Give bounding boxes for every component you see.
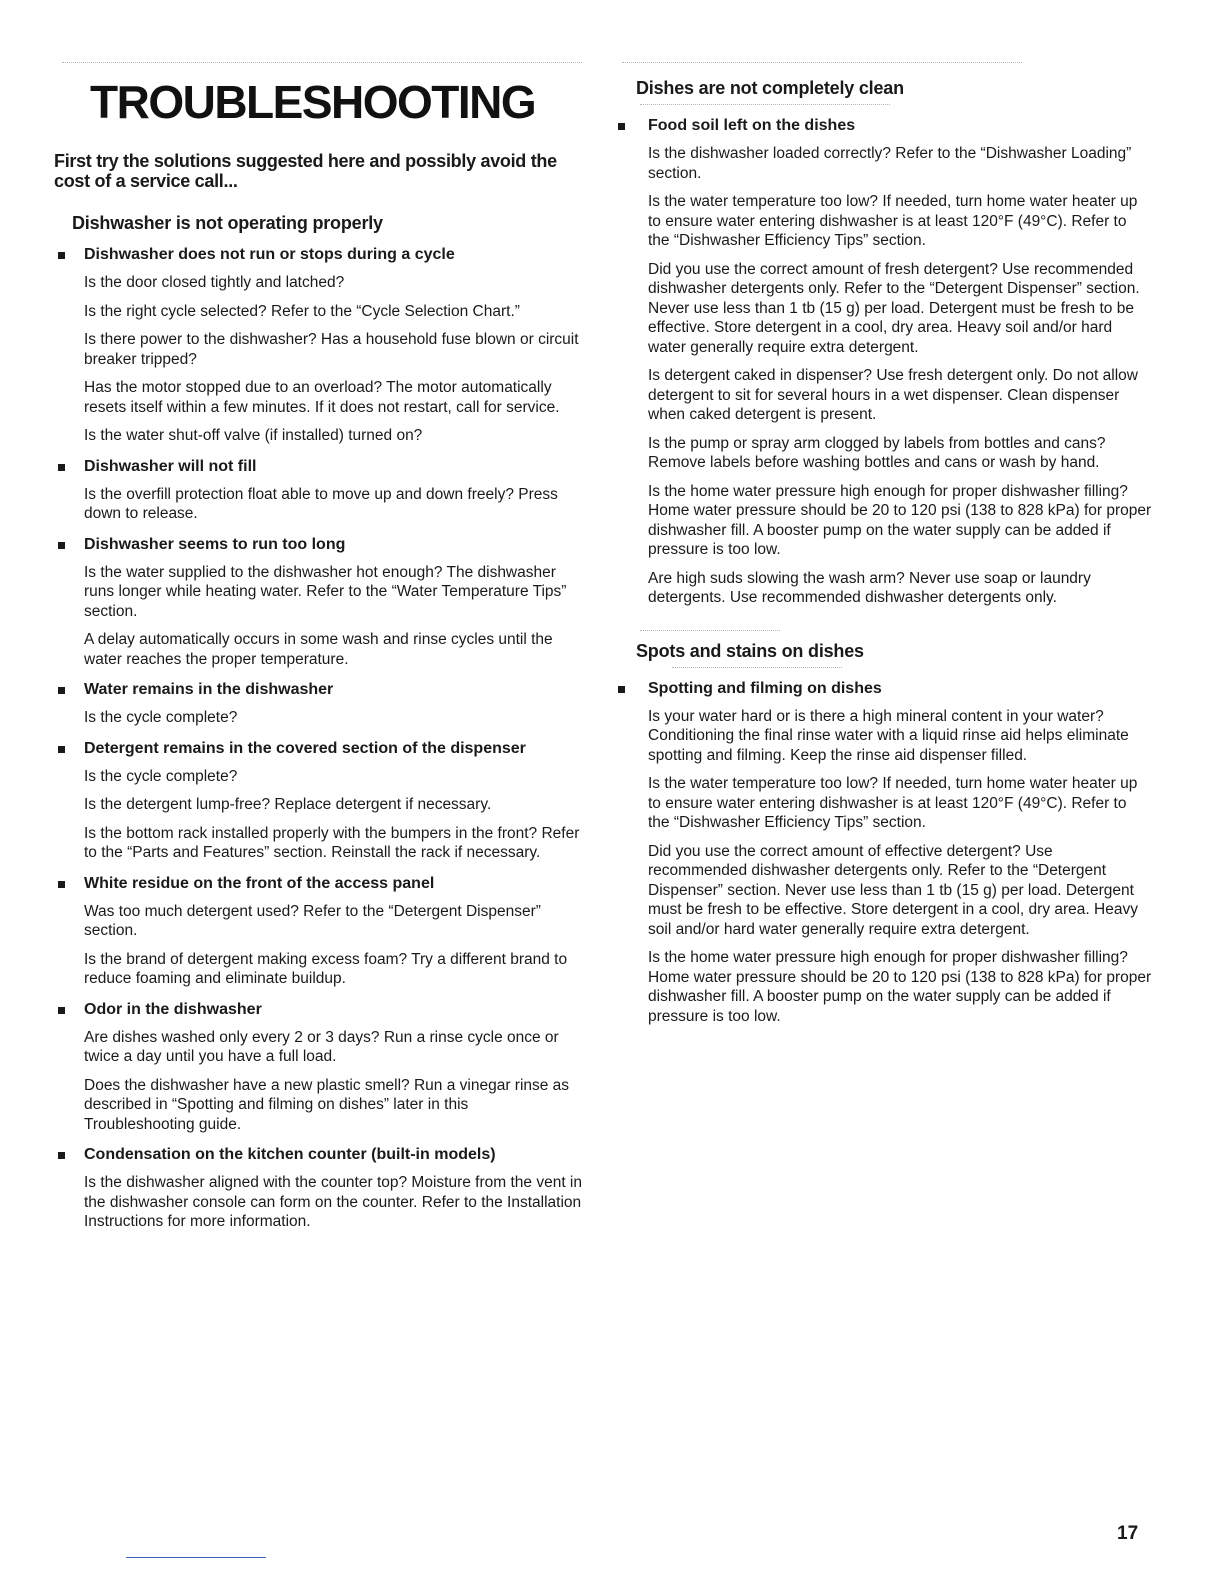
heading-underline [640, 104, 890, 105]
item-paragraph: Are high suds slowing the wash arm? Never use soap or laundry detergents. Use recommended dishwasher detergents only. [648, 569, 1091, 606]
item-label: Food soil left on the dishes [648, 117, 856, 134]
page-title: TROUBLESHOOTING [90, 76, 536, 128]
item-label: Odor in the dishwasher [84, 1000, 262, 1018]
troubleshooting-item [52, 875, 582, 989]
section-heading: Dishwasher is not operating properly [72, 213, 383, 233]
item-heading [52, 458, 582, 476]
item-paragraph: Is the water supplied to the dishwasher hot enough? The dishwasher runs longer while heating water. Refer to the “Water Temperature Tips” section. [84, 563, 567, 620]
item-paragraph: Is the pump or spray arm clogged by labels from bottles and cans? Remove labels before washing bottles and cans or wash by hand. [648, 434, 1106, 471]
heading-underline [672, 667, 842, 668]
item-paragraph: Is the overfill protection float able to move up and down freely? Press down to release. [84, 485, 558, 522]
left-item-list [52, 246, 582, 1232]
item-heading [52, 1146, 582, 1164]
footer-rule [126, 1557, 266, 1558]
square-bullet-icon [58, 1152, 65, 1159]
item-heading [52, 246, 582, 264]
item-heading [612, 117, 1152, 135]
item-label: Condensation on the kitchen counter (built-in models) [84, 1146, 496, 1163]
item-paragraph: Is your water hard or is there a high mineral content in your water? Conditioning the final rinse water with a liquid rinse aid helps eliminate spotting and filming. Keep the rinse aid dispenser filled. [648, 707, 1129, 764]
troubleshooting-item [52, 681, 582, 728]
item-paragraph: A delay automatically occurs in some wash and rinse cycles until the water reaches the proper temperature. [84, 631, 553, 668]
item-label: Dishwasher does not run or stops during a cycle [84, 246, 455, 263]
troubleshooting-item [52, 740, 582, 863]
square-bullet-icon [58, 687, 65, 694]
item-label: Dishwasher will not fill [84, 457, 257, 475]
right-item-list [612, 117, 1152, 608]
item-label: Detergent remains in the covered section of the dispenser [84, 739, 526, 757]
square-bullet-icon [58, 542, 65, 549]
item-heading [52, 875, 582, 893]
intro-text: First try the solutions suggested here and possibly avoid the cost of a service call... [54, 151, 557, 191]
troubleshooting-item [52, 246, 582, 446]
left-column [52, 62, 582, 1232]
troubleshooting-item [612, 117, 1152, 608]
item-paragraph: Is the bottom rack installed properly with the bumpers in the front? Refer to the “Parts and Features” section. Reinstall the rack if necessary. [84, 824, 580, 861]
item-heading [612, 680, 1152, 698]
square-bullet-icon [58, 1007, 65, 1014]
item-paragraph: Is detergent caked in dispenser? Use fresh detergent only. Do not allow detergent to sit for several hours in a wet dispenser. Clean dispenser when caked detergent is present. [648, 367, 1138, 423]
square-bullet-icon [618, 686, 625, 693]
item-paragraph: Is the dishwasher aligned with the counter top? Moisture from the vent in the dishwasher console can form on the counter. Refer to the Installation Instructions for more information. [84, 1174, 582, 1230]
item-paragraph: Is the detergent lump-free? Replace detergent if necessary. [84, 796, 492, 813]
item-heading [52, 740, 582, 758]
item-paragraph: Does the dishwasher have a new plastic smell? Run a vinegar rinse as described in “Spotting and filming on dishes” later in this Troubleshooting guide. [84, 1076, 570, 1133]
item-paragraph: Is the brand of detergent making excess foam? Try a different brand to reduce foaming and eliminate buildup. [84, 950, 568, 987]
item-paragraph: Is the cycle complete? [84, 709, 238, 726]
item-paragraph: Is the home water pressure high enough for proper dishwasher filling? Home water pressure should be 20 to 120 psi (138 to 828 kPa) for proper dishwasher fill. A booster pump on the water supply can be added if pressure is too low. [648, 949, 1152, 1025]
item-paragraph: Are dishes washed only every 2 or 3 days? Run a rinse cycle once or twice a day until you have a full load. [84, 1028, 559, 1065]
item-heading [52, 536, 582, 554]
top-divider [62, 62, 582, 63]
item-paragraph: Is the water temperature too low? If needed, turn home water heater up to ensure water entering dishwasher is at least 120°F (49°C). Refer to the “Dishwasher Efficiency Tips” section. [648, 775, 1138, 831]
troubleshooting-item [612, 680, 1152, 1027]
item-label: White residue on the front of the access panel [84, 874, 435, 892]
square-bullet-icon [58, 252, 65, 259]
right-item-list [612, 680, 1152, 1027]
section-heading: Dishes are not completely clean [636, 78, 904, 98]
troubleshooting-item [52, 458, 582, 524]
troubleshooting-item [52, 536, 582, 670]
square-bullet-icon [618, 123, 625, 130]
square-bullet-icon [58, 464, 65, 471]
item-paragraph: Did you use the correct amount of effective detergent? Use recommended dishwasher detergents only. Refer to the “Detergent Dispenser” section. Never use less than 1 tb (15 g) per load. Detergent must be fresh to be effective. Store detergent in a cool, dry area. Heavy soil and/or hard water generally require extra detergent. [648, 842, 1138, 938]
right-column [612, 62, 1152, 1026]
item-paragraph: Is the door closed tightly and latched? [84, 274, 345, 291]
item-label: Water remains in the dishwasher [84, 681, 334, 698]
section-heading: Spots and stains on dishes [636, 640, 864, 661]
troubleshooting-item [52, 1146, 582, 1232]
square-bullet-icon [58, 746, 65, 753]
page-number: 17 [1117, 1523, 1139, 1544]
item-paragraph: Is the right cycle selected? Refer to the “Cycle Selection Chart.” [84, 302, 520, 320]
troubleshooting-item [52, 1001, 582, 1135]
square-bullet-icon [58, 881, 65, 888]
item-heading [52, 1001, 582, 1019]
top-divider [622, 62, 1022, 63]
item-heading [52, 681, 582, 699]
section-divider [640, 630, 780, 631]
item-paragraph: Is the water shut-off valve (if installed) turned on? [84, 427, 423, 444]
item-paragraph: Is the water temperature too low? If needed, turn home water heater up to ensure water entering dishwasher is at least 120°F (49°C). Refer to the “Dishwasher Efficiency Tips” section. [648, 193, 1138, 249]
item-paragraph: Is the dishwasher loaded correctly? Refer to the “Dishwasher Loading” section. [648, 145, 1132, 182]
item-paragraph: Was too much detergent used? Refer to the “Detergent Dispenser” section. [84, 902, 541, 939]
item-paragraph: Did you use the correct amount of fresh detergent? Use recommended dishwasher detergents only. Refer to the “Detergent Dispenser” section. Never use less than 1 tb (15 g) per load. Detergent must be fresh to be effective. Store detergent in a cool, dry area. Heavy soil and/or hard water generally require extra detergent. [648, 260, 1140, 356]
item-paragraph: Is the cycle complete? [84, 767, 238, 785]
item-label: Spotting and filming on dishes [648, 679, 882, 697]
item-paragraph: Has the motor stopped due to an overload? The motor automatically resets itself within a few minutes. If it does not restart, call for service. [84, 379, 560, 416]
item-paragraph: Is there power to the dishwasher? Has a household fuse blown or circuit breaker tripped? [84, 331, 579, 368]
item-label: Dishwasher seems to run too long [84, 535, 346, 553]
item-paragraph: Is the home water pressure high enough for proper dishwasher filling? Home water pressure should be 20 to 120 psi (138 to 828 kPa) for proper dishwasher fill. A booster pump on the water supply can be added if pressure is too low. [648, 482, 1152, 558]
